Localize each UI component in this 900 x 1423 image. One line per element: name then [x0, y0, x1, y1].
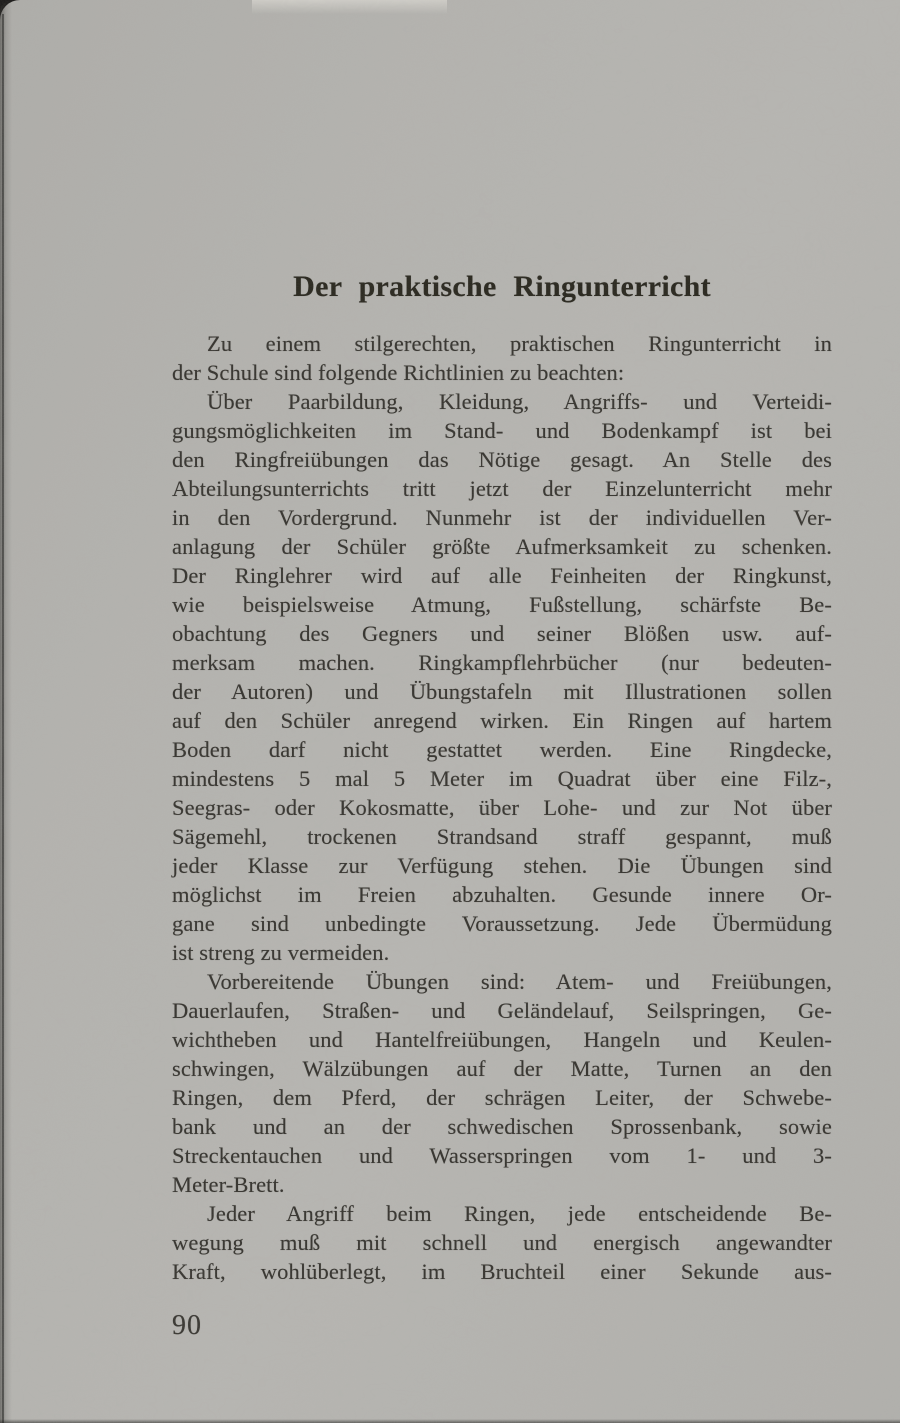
text-line: Über Paarbildung, Kleidung, Angriffs- und Verteidi-	[207, 389, 832, 414]
text-line: bank und an der schwedischen Sprossenbank, sowie	[172, 1114, 832, 1139]
text-line: Vorbereitende Übungen sind: Atem- und Freiübungen,	[207, 969, 832, 994]
text-line: den Ringfreiübungen das Nötige gesagt. An Stelle des	[172, 447, 832, 472]
text-line: obachtung des Gegners und seiner Blößen usw. auf-	[172, 621, 832, 646]
text-line: Der Ringlehrer wird auf alle Feinheiten der Ringkunst,	[172, 563, 832, 588]
text-line: wichtheben und Hantelfreiübungen, Hangeln und Keulen-	[172, 1027, 832, 1052]
text-line: gungsmöglichkeiten im Stand- und Bodenkampf ist bei	[172, 418, 832, 443]
text-line: Ringen, dem Pferd, der schrägen Leiter, der Schwebe-	[172, 1085, 832, 1110]
text-line: Kraft, wohlüberlegt, im Bruchteil einer Sekunde aus-	[172, 1259, 832, 1284]
text-line: wegung muß mit schnell und energisch angewandter	[172, 1230, 832, 1255]
text-line: ist streng zu vermeiden.	[172, 940, 390, 965]
top-edge-light-smudge	[252, 0, 447, 14]
text-column	[172, 270, 832, 1286]
text-line: Abteilungsunterrichts tritt jetzt der Einzelunterricht mehr	[172, 476, 832, 501]
left-edge-line	[2, 14, 4, 1423]
text-line: Jeder Angriff beim Ringen, jede entscheidende Be-	[207, 1201, 832, 1226]
text-line: Sägemehl, trockenen Strandsand straff gespannt, muß	[172, 824, 832, 849]
text-line: wie beispielsweise Atmung, Fußstellung, schärfste Be-	[172, 592, 832, 617]
text-line: mindestens 5 mal 5 Meter im Quadrat über eine Filz-,	[172, 766, 832, 791]
text-line: schwingen, Wälzübungen auf der Matte, Turnen an den	[172, 1056, 832, 1081]
text-line: Boden darf nicht gestattet werden. Eine Ringdecke,	[172, 737, 832, 762]
text-line: der Autoren) und Übungstafeln mit Illustrationen sollen	[172, 679, 832, 704]
top-scan-edge-shadow	[0, 0, 900, 8]
text-line: in den Vordergrund. Nunmehr ist der individuellen Ver-	[172, 505, 832, 530]
text-block	[172, 329, 832, 1286]
text-line: möglichst im Freien abzuhalten. Gesunde innere Or-	[172, 882, 832, 907]
text-line: der Schule sind folgende Richtlinien zu beachten:	[172, 360, 625, 385]
text-line: gane sind unbedingte Voraussetzung. Jede Übermüdung	[172, 911, 832, 936]
text-line: Seegras- oder Kokosmatte, über Lohe- und zur Not über	[172, 795, 832, 820]
text-line: merksam machen. Ringkampflehrbücher (nur bedeuten-	[172, 650, 832, 675]
text-line: auf den Schüler anregend wirken. Ein Ringen auf hartem	[172, 708, 832, 733]
text-line: Meter-Brett.	[172, 1172, 285, 1197]
text-line: Streckentauchen und Wasserspringen vom 1- und 3-	[172, 1143, 832, 1168]
text-line: Dauerlaufen, Straßen- und Geländelauf, Seilspringen, Ge-	[172, 998, 832, 1023]
text-line: anlagung der Schüler größte Aufmerksamkeit zu schenken.	[172, 534, 832, 559]
page-number: 90	[172, 1310, 202, 1341]
bottom-scan-edge-shadow	[0, 1419, 900, 1423]
page-title: Der praktische Ringunterricht	[293, 270, 711, 303]
text-line: jeder Klasse zur Verfügung stehen. Die Übungen sind	[172, 853, 832, 878]
text-line: Zu einem stilgerechten, praktischen Ringunterricht in	[207, 331, 832, 356]
